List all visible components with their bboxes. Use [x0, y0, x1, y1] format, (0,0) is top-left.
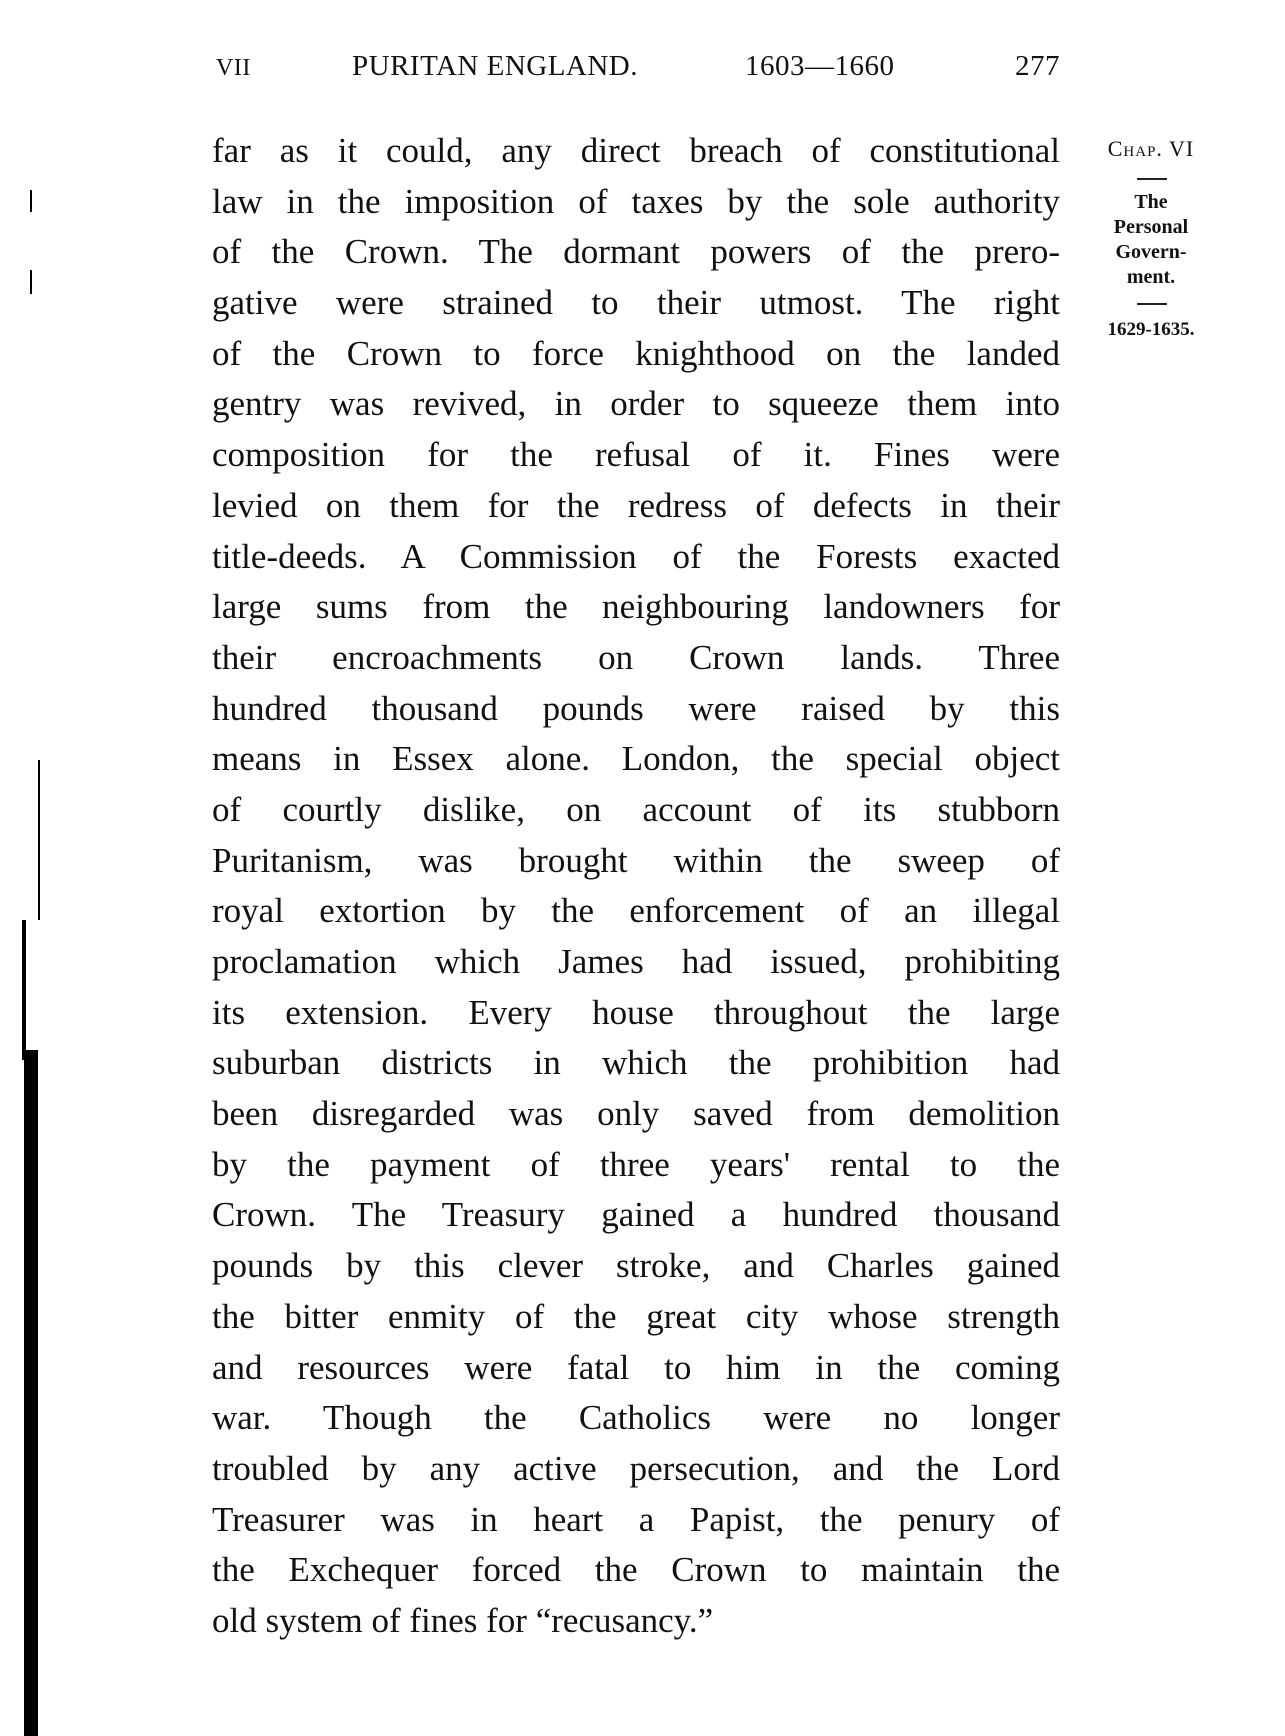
- text-line: proclamation which James had issued, prohibiting: [212, 942, 1060, 981]
- body-text: [212, 126, 1060, 1647]
- scan-edge-shadow: [24, 1050, 38, 1736]
- text-line: large sums from the neighbouring landowners for: [212, 587, 1060, 627]
- margin-topic: [1088, 190, 1214, 290]
- text-line: troubled by any active persecution, and the Lord: [212, 1448, 1060, 1488]
- text-line: gative were strained to their utmost. The right: [212, 283, 1060, 323]
- margin-chapter: Chap. VI: [1107, 136, 1195, 161]
- text-line: suburban districts in which the prohibition had: [212, 1043, 1060, 1083]
- page-number: 277: [1015, 50, 1060, 82]
- scan-mark: [30, 190, 32, 212]
- text-line: of courtly dislike, on account of its stubborn: [212, 789, 1060, 829]
- text-line: gentry was revived, in order to squeeze them into: [212, 384, 1060, 424]
- text-line: war. Though the Catholics were no longer: [212, 1398, 1060, 1438]
- text-line: the bitter enmity of the great city whose strength: [212, 1296, 1060, 1336]
- scan-mark: [22, 920, 26, 1060]
- text-line: levied on them for the redress of defects in their: [212, 485, 1060, 525]
- running-head-title: PURITAN ENGLAND.: [352, 50, 638, 82]
- text-line: of the Crown to force knighthood on the landed: [212, 333, 1060, 373]
- margin-rule: [1137, 303, 1167, 305]
- text-line: far as it could, any direct breach of constitutional: [212, 131, 1060, 170]
- margin-topic-line: ment.: [1126, 266, 1176, 288]
- text-line: its extension. Every house throughout the large: [212, 992, 1060, 1032]
- text-line: Treasurer was in heart a Papist, the penury of: [212, 1499, 1060, 1539]
- text-line: old system of fines for “recusancy.”: [212, 1600, 714, 1640]
- text-line: and resources were fatal to him in the coming: [212, 1347, 1060, 1387]
- text-line: title-deeds. A Commission of the Forests exacted: [212, 536, 1060, 576]
- margin-topic-line: The: [1134, 191, 1168, 213]
- running-head-years: 1603—1660: [745, 50, 895, 82]
- text-line: by the payment of three years' rental to the: [212, 1144, 1060, 1184]
- scan-mark: [38, 760, 40, 920]
- text-line: the Exchequer forced the Crown to maintain the: [212, 1550, 1060, 1590]
- text-line: been disregarded was only saved from demolition: [212, 1094, 1060, 1134]
- text-line: Puritanism, was brought within the sweep of: [212, 840, 1060, 880]
- text-line: means in Essex alone. London, the special object: [212, 739, 1060, 779]
- margin-dates: 1629-1635.: [1107, 319, 1195, 340]
- margin-rule: [1137, 178, 1167, 180]
- scan-mark: [30, 270, 32, 294]
- text-line: pounds by this clever stroke, and Charles gained: [212, 1246, 1060, 1286]
- text-line: hundred thousand pounds were raised by this: [212, 688, 1060, 728]
- text-line: of the Crown. The dormant powers of the prero-: [212, 232, 1060, 272]
- margin-topic-line: Personal: [1113, 216, 1189, 238]
- margin-topic-line: Govern-: [1115, 241, 1187, 263]
- text-line: law in the imposition of taxes by the sole authority: [212, 181, 1060, 221]
- text-line: their encroachments on Crown lands. Three: [212, 637, 1060, 677]
- running-head-chapter: VII: [216, 55, 251, 81]
- text-line: Crown. The Treasury gained a hundred thousand: [212, 1195, 1060, 1235]
- text-line: composition for the refusal of it. Fines were: [212, 435, 1060, 475]
- text-line: royal extortion by the enforcement of an illegal: [212, 891, 1060, 931]
